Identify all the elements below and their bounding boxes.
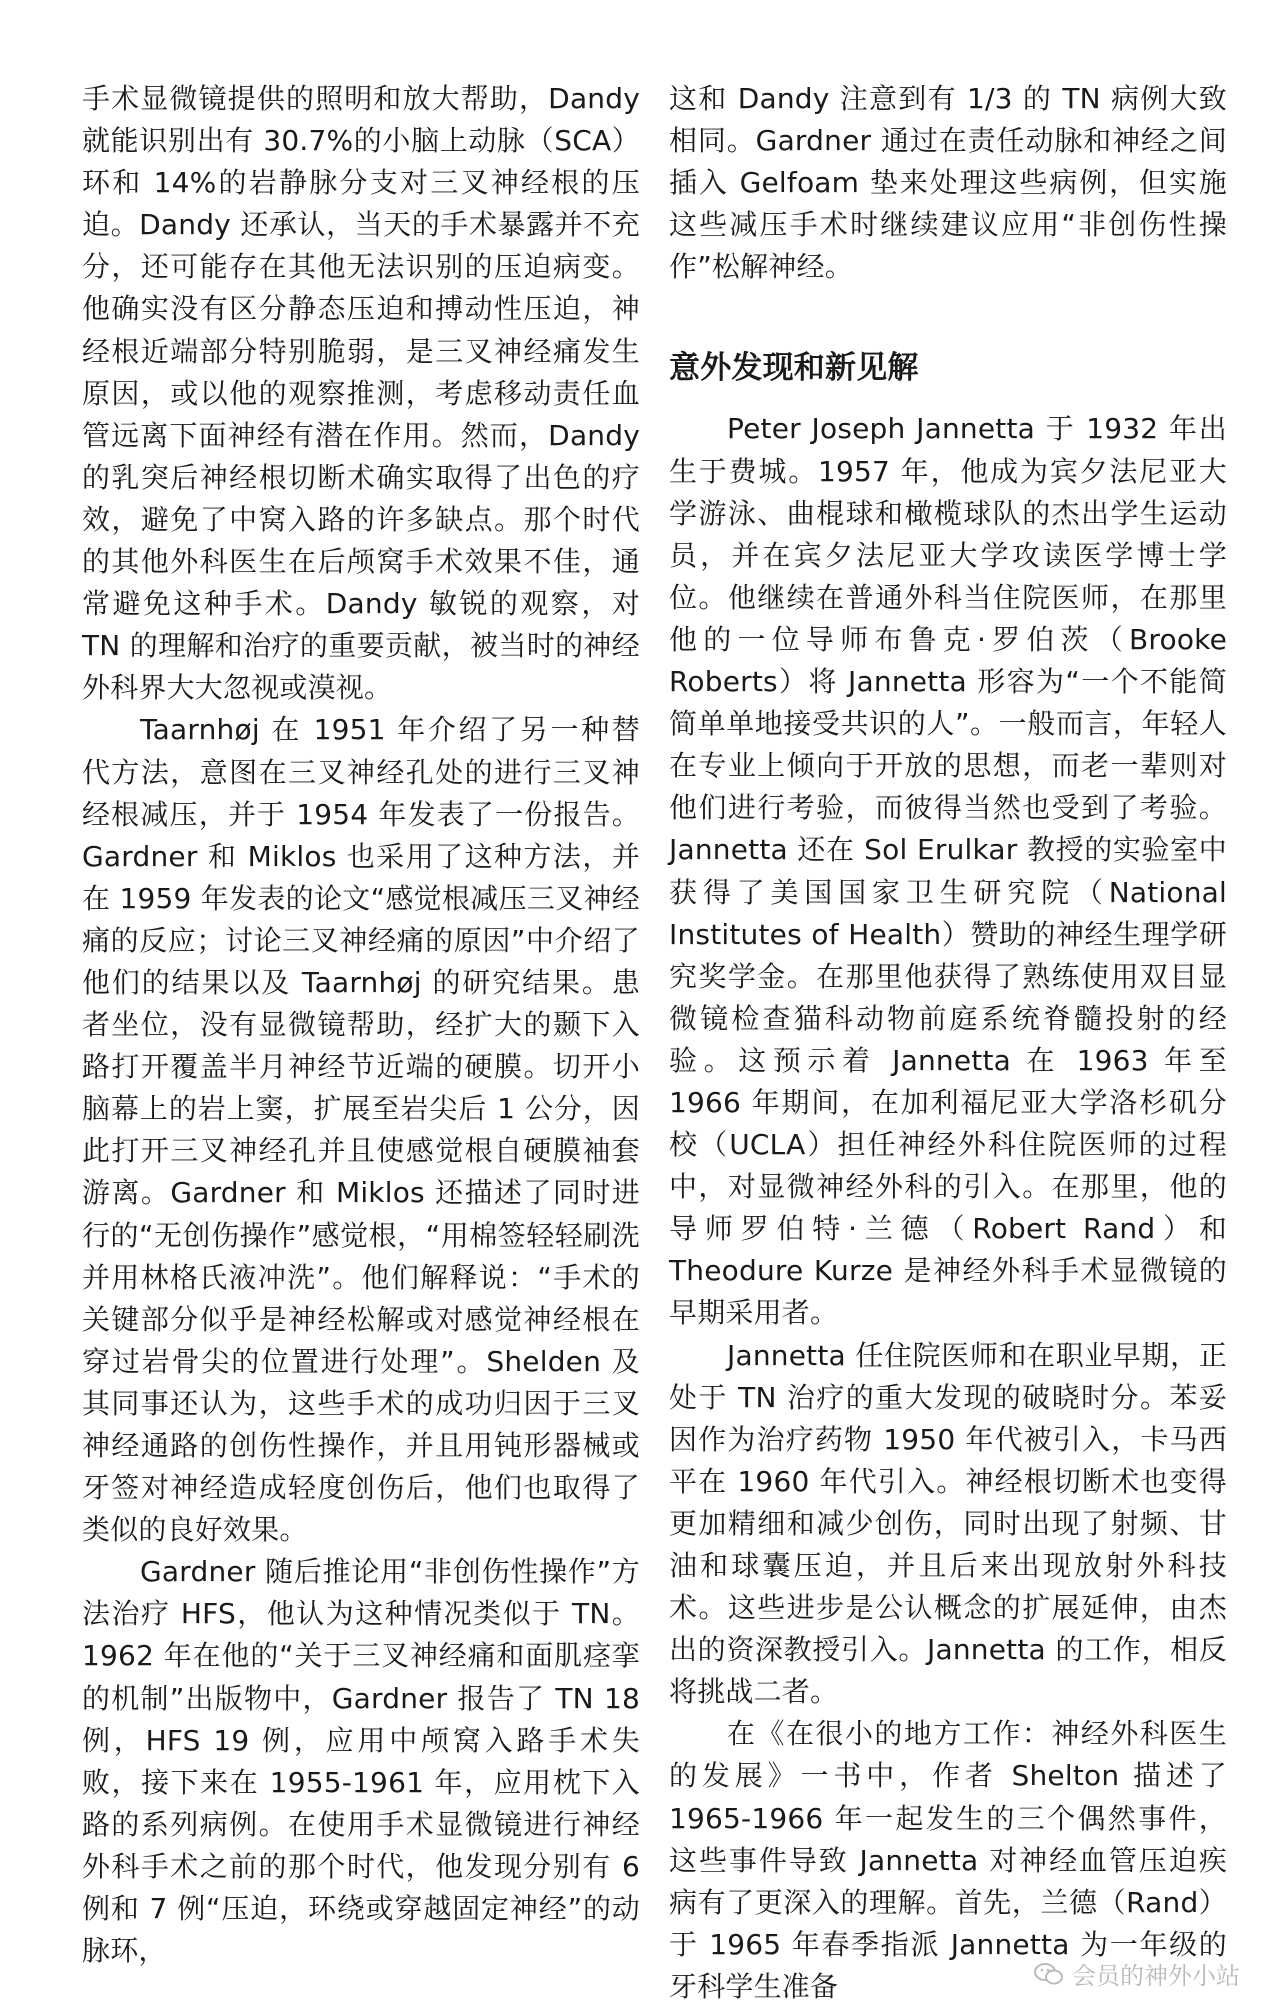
right-column — [669, 78, 1227, 2008]
paragraph: 这和 Dandy 注意到有 1/3 的 TN 病例大致相同。Gardner 通过在责任动脉和神经之间插入 Gelfoam 垫来处理这些病例，但实施这些减压手术时继续建议应用“非创伤性操作”松解神经。 — [669, 82, 1227, 284]
paragraph: Jannetta 任住院医师和在职业早期，正处于 TN 治疗的重大发现的破晓时分。苯妥因作为治疗药物 1950 年代被引入，卡马西平在 1960 年代引入。神经根切断术也变得更加精细和减少创伤，同时出现了射频、甘油和球囊压迫，并且后来出现放射外科技术。这些进步是公认概念的扩展延伸，由杰出的资深教授引入。Jannetta 的工作，相反将挑战二者。 — [669, 1338, 1227, 1709]
watermark — [1034, 1956, 1240, 1991]
left-column — [82, 78, 640, 1972]
section-heading: 意外发现和新见解 — [669, 350, 919, 387]
paragraph: 手术显微镜提供的照明和放大帮助，Dandy 就能识别出有 30.7%的小脑上动脉（SCA）环和 14%的岩静脉分支对三叉神经根的压迫。Dandy 还承认，当天的手术暴露并不充分，还可能存在其他无法识别的压迫病变。他确实没有区分静态压迫和搏动性压迫，神经根近端部分特别脆弱，是三叉神经痛发生原因，或以他的观察推测，考虑移动责任血管远离下面神经有潜在作用。然而，Dandy 的乳突后神经根切断术确实取得了出色的疗效，避免了中窝入路的许多缺点。那个时代的其他外科医生在后颅窝手术效果不佳，通常避免这种手术。Dandy 敏锐的观察，对 TN 的理解和治疗的重要贡献，被当时的神经外科界大大忽视或漠视。 — [82, 82, 640, 705]
paragraph: Taarnhøj 在 1951 年介绍了另一种替代方法，意图在三叉神经孔处的进行三叉神经根减压，并于 1954 年发表了一份报告。Gardner 和 Miklos 也采用了这种方法，并在 1959 年发表的论文“感觉根减压三叉神经痛的反应；讨论三叉神经痛的原因”中介绍了他们的结果以及 Taarnhøj 的研究结果。患者坐位，没有显微镜帮助，经扩大的颞下入路打开覆盖半月神经节近端的硬膜。切开小脑幕上的岩上窦，扩展至岩尖后 1 公分，因此打开三叉神经孔并且使感觉根自硬膜袖套游离。Gardner 和 Miklos 还描述了同时进行的“无创伤操作”感觉根，“用棉签轻轻刷洗并用林格氏液冲洗”。他们解释说：“手术的关键部分似乎是神经松解或对感觉神经根在穿过岩骨尖的位置进行处理”。Shelden 及其同事还认为，这些手术的成功归因于三叉神经通路的创伤性操作，并且用钝形器械或牙签对神经造成轻度创伤后，他们也取得了类似的良好效果。 — [82, 713, 640, 1547]
paragraph: Peter Joseph Jannetta 于 1932 年出生于费城。1957 年，他成为宾夕法尼亚大学游泳、曲棍球和橄榄球队的杰出学生运动员，并在宾夕法尼亚大学攻读医学博士学位。他继续在普通外科当住院医师，在那里他的一位导师布鲁克·罗伯茨（Brooke Roberts）将 Jannetta 形容为“一个不能简简单单地接受共识的人”。一般而言，年轻人在专业上倾向于开放的思想，而老一辈则对他们进行考验，而彼得当然也受到了考验。Jannetta 还在 Sol Erulkar 教授的实验室中获得了美国国家卫生研究院（National Institutes of Health）赞助的神经生理学研究奖学金。在那里他获得了熟练使用双目显微镜检查猫科动物前庭系统脊髓投射的经验。这预示着 Jannetta 在 1963 年至 1966 年期间，在加利福尼亚大学洛杉矶分校（UCLA）担任神经外科住院医师的过程中，对显微神经外科的引入。在那里，他的导师罗伯特·兰德（Robert Rand）和 Theodure Kurze 是神经外科手术显微镜的早期采用者。 — [669, 412, 1227, 1330]
watermark-text: 会员的神外小站 — [1072, 1962, 1240, 1990]
paragraph: Gardner 随后推论用“非创伤性操作”方法治疗 HFS，他认为这种情况类似于 TN。1962 年在他的“关于三叉神经痛和面肌痉挛的机制”出版物中，Gardner 报告了 TN 18 例，HFS 19 例，应用中颅窝入路手术失败，接下来在 1955-1961 年，应用枕下入路的系列病例。在使用手术显微镜进行神经外科手术之前的那个时代，他发现分别有 6 例和 7 例“压迫，环绕或穿越固定神经”的动脉环， — [82, 1555, 640, 1968]
wechat-icon — [1034, 1962, 1064, 1986]
paragraph: 在《在很小的地方工作：神经外科医生的发展》一书中，作者 Shelton 描述了 1965-1966 年一起发生的三个偶然事件，这些事件导致 Jannetta 对神经血管压迫疾病有了更深入的理解。首先，兰德（Rand）于 1965 年春季指派 Jannetta 为一年级的牙科学生准备 — [669, 1717, 1227, 2003]
